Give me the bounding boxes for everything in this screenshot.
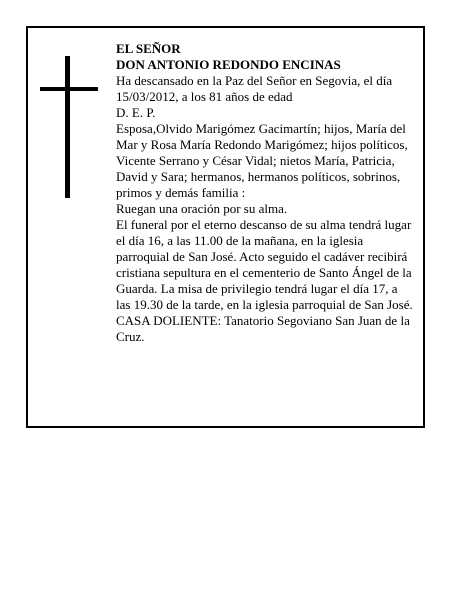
deceased-name: DON ANTONIO REDONDO ENCINAS bbox=[116, 57, 341, 72]
latin-cross-icon bbox=[40, 56, 98, 198]
mourning-house: CASA DOLIENTE: Tanatorio Segoviano San Juan de la Cruz. bbox=[116, 313, 410, 344]
obituary-notice bbox=[26, 26, 425, 428]
cross-vertical-bar bbox=[65, 56, 70, 198]
family-list: Esposa,Olvido Marigómez Gacimartín; hijos, María del Mar y Rosa María Redondo Marigómez; hijos políticos, Vicente Serrano y César Vidal; nietos María, Patricia, David y Sara; hermanos, hermanos políticos, sobrinos, primos y demás familia : bbox=[116, 121, 408, 200]
prayer-request: Ruegan una oración por su alma. bbox=[116, 201, 288, 216]
obituary-text bbox=[116, 41, 414, 345]
funeral-info: El funeral por el eterno descanso de su alma tendrá lugar el día 16, a las 11.00 de la mañana, en la iglesia parroquial de San José. Acto seguido el cadáver recibirá cristiana sepultura en el cementerio de Santo Ángel de la Guarda. La misa de privilegio tendrá lugar el día 17, a las 19.30 de la tarde, en la iglesia parroquial de San José. bbox=[116, 217, 413, 312]
death-info: Ha descansado en la Paz del Señor en Segovia, el día 15/03/2012, a los 81 años de edad bbox=[116, 73, 393, 104]
cross-horizontal-bar bbox=[40, 87, 98, 91]
title-line-1: EL SEÑOR bbox=[116, 41, 181, 56]
dep-abbreviation: D. E. P. bbox=[116, 105, 156, 120]
